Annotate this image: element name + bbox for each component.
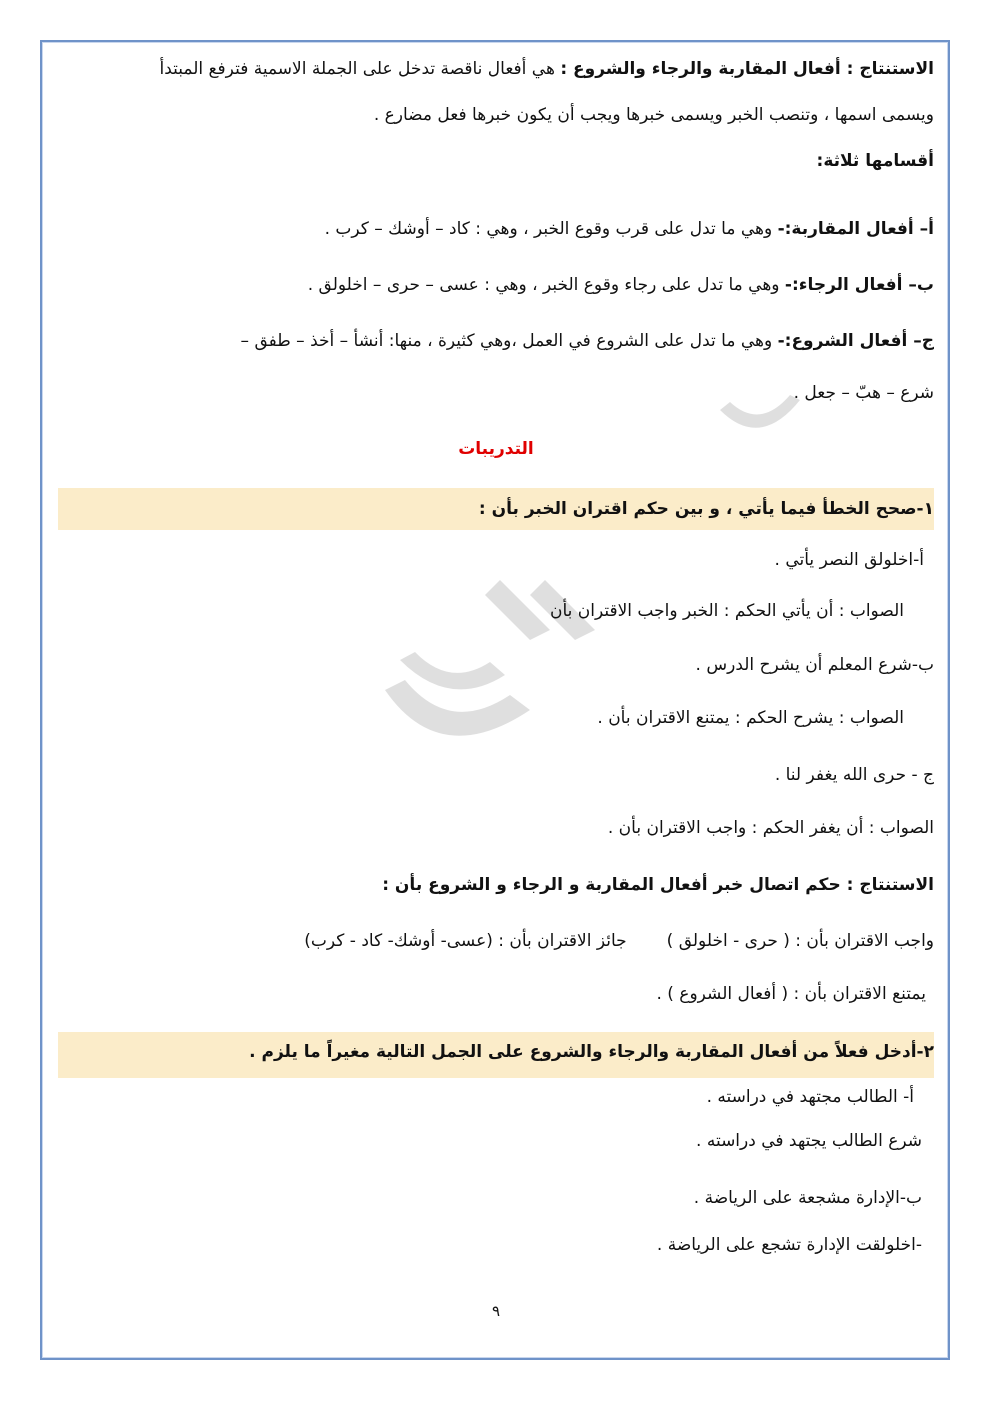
division-c-label: ج– أفعال الشروع:-	[777, 331, 934, 351]
division-c	[58, 328, 934, 354]
intro-title: الاستنتاج : أفعال المقاربة والرجاء والشروع :	[560, 59, 934, 79]
ex1-c-answer: الصواب : أن يغفر الحكم : واجب الاقتران بأن .	[607, 818, 934, 838]
conclusion-obligatory: واجب الاقتران بأن : ( حرى - اخلولق )	[666, 931, 934, 951]
ex1-b: ب-شرع المعلم أن يشرح الدرس .	[695, 655, 934, 675]
division-c-cont: شرع – هبّ – جعل .	[793, 383, 934, 403]
ex1-c: ج - حرى الله يغفر لنا .	[774, 765, 934, 785]
ex2-a-answer: شرع الطالب يجتهد في دراسته .	[696, 1131, 922, 1151]
division-b	[58, 272, 934, 298]
ex2-heading: ٢-أدخل فعلاً من أفعال المقاربة والرجاء والشروع على الجمل التالية مغيراً ما يلزم .	[58, 1032, 934, 1078]
division-b-text: وهي ما تدل على رجاء وقوع الخبر ، وهي : عسى – حرى – اخلولق .	[307, 275, 785, 295]
conclusion-permissible: جائز الاقتران بأن : (عسى- أوشك- كاد - كرب)	[304, 931, 627, 951]
intro-line-1	[58, 56, 934, 82]
division-a-text: وهي ما تدل على قرب وقوع الخبر ، وهي : كاد – أوشك – كرب .	[324, 219, 778, 239]
conclusion-line-2: يمتنع الاقتران بأن : ( أفعال الشروع ) .	[656, 984, 926, 1004]
ex2-b: ب-الإدارة مشجعة على الرياضة .	[693, 1188, 922, 1208]
ex1-a-answer: الصواب : أن يأتي الحكم : الخبر واجب الاقتران بأن	[549, 601, 904, 621]
conclusion-line-1	[58, 928, 934, 954]
intro-line-2: ويسمى اسمها ، وتنصب الخبر ويسمى خبرها ويجب أن يكون خبرها فعل مضارع .	[373, 105, 934, 125]
division-a-label: أ– أفعال المقاربة:-	[777, 219, 934, 239]
conclusion-heading: الاستنتاج : حكم اتصال خبر أفعال المقاربة و الرجاء و الشروع بأن :	[382, 875, 934, 895]
divisions-heading: أقسامها ثلاثة:	[816, 151, 934, 171]
ex1-b-answer: الصواب : يشرح الحكم : يمتنع الاقتران بأن .	[597, 708, 904, 728]
exercises-title: التدريبات	[458, 439, 534, 459]
ex2-b-answer: -اخلولقت الإدارة تشجع على الرياضة .	[656, 1235, 922, 1255]
ex1-heading: ١-صحح الخطأ فيما يأتي ، و بين حكم اقتران الخبر بأن :	[58, 488, 934, 530]
ex1-a: أ-اخلولق النصر يأتي .	[774, 550, 924, 570]
ex2-a: أ- الطالب مجتهد في دراسته .	[706, 1087, 914, 1107]
division-b-label: ب– أفعال الرجاء:-	[784, 275, 934, 295]
division-c-text: وهي ما تدل على الشروع في العمل ،وهي كثيرة ، منها: أنشأ – أخذ – طفق –	[240, 331, 778, 351]
intro-text-1: هي أفعال ناقصة تدخل على الجملة الاسمية فترفع المبتدأ	[159, 59, 561, 79]
division-a	[58, 216, 934, 242]
page-number: ٩	[491, 1302, 501, 1320]
